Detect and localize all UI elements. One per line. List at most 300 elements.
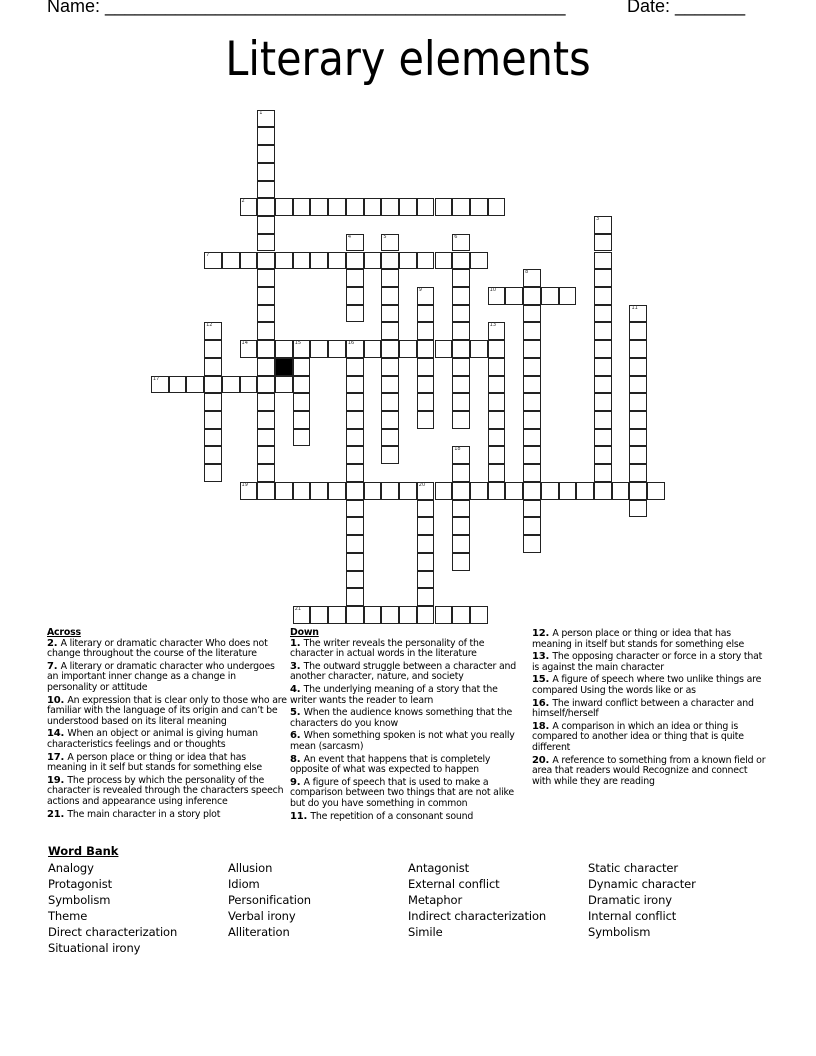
clue-number: 7 xyxy=(206,251,210,258)
grid-cell[interactable] xyxy=(381,234,399,252)
word-bank-item: Simile xyxy=(408,925,443,940)
clue-number: 18 xyxy=(454,446,461,453)
grid-cell[interactable] xyxy=(523,446,541,464)
grid-cell[interactable] xyxy=(293,252,311,270)
grid-cell[interactable] xyxy=(381,446,399,464)
grid-cell[interactable] xyxy=(505,482,523,500)
grid-cell[interactable] xyxy=(204,340,222,358)
grid-cell[interactable] xyxy=(346,269,364,287)
grid-cell[interactable] xyxy=(452,446,470,464)
grid-cell[interactable] xyxy=(488,376,506,394)
grid-cell[interactable] xyxy=(452,553,470,571)
clue-number: 18. xyxy=(532,720,553,732)
grid-cell[interactable] xyxy=(293,411,311,429)
grid-cell[interactable] xyxy=(381,482,399,500)
grid-cell[interactable] xyxy=(399,198,417,216)
grid-cell[interactable] xyxy=(488,482,506,500)
clue-item xyxy=(290,639,526,660)
grid-cell[interactable] xyxy=(204,376,222,394)
grid-cell[interactable] xyxy=(452,305,470,323)
grid-cell[interactable] xyxy=(452,500,470,518)
grid-cell[interactable] xyxy=(452,198,470,216)
grid-cell[interactable] xyxy=(328,198,346,216)
grid-cell[interactable] xyxy=(417,358,435,376)
grid-cell[interactable] xyxy=(364,340,382,358)
grid-cell[interactable] xyxy=(257,252,275,270)
grid-cell[interactable] xyxy=(364,252,382,270)
grid-cell[interactable] xyxy=(417,606,435,624)
clue-number: 16 xyxy=(347,340,355,347)
grid-cell[interactable] xyxy=(594,446,612,464)
grid-cell[interactable] xyxy=(594,287,612,305)
grid-cell[interactable] xyxy=(346,358,364,376)
grid-cell[interactable] xyxy=(417,571,435,589)
clue-text: A literary or dramatic character Who does not change throughout the course of the literature xyxy=(47,637,268,660)
clue-number: 20 xyxy=(418,481,426,488)
grid-cell[interactable] xyxy=(594,358,612,376)
grid-cell[interactable] xyxy=(381,252,399,270)
grid-cell[interactable] xyxy=(541,287,559,305)
grid-cell[interactable] xyxy=(257,482,275,500)
grid-cell[interactable] xyxy=(452,535,470,553)
grid-cell[interactable] xyxy=(399,252,417,270)
grid-cell[interactable] xyxy=(417,500,435,518)
grid-cell[interactable] xyxy=(523,287,541,305)
grid-cell[interactable] xyxy=(222,252,240,270)
grid-cell[interactable] xyxy=(452,358,470,376)
grid-cell[interactable] xyxy=(629,376,647,394)
grid-cell[interactable] xyxy=(629,446,647,464)
grid-cell[interactable] xyxy=(594,340,612,358)
grid-cell[interactable] xyxy=(275,340,293,358)
word-bank-item: Idiom xyxy=(228,877,260,892)
word-bank-item: Symbolism xyxy=(588,925,651,940)
clue-number: 13 xyxy=(489,322,497,329)
grid-cell[interactable] xyxy=(594,411,612,429)
clue-number: 8 xyxy=(525,269,529,276)
grid-cell[interactable] xyxy=(488,464,506,482)
grid-cell[interactable] xyxy=(381,376,399,394)
grid-cell[interactable] xyxy=(310,252,328,270)
grid-cell[interactable] xyxy=(328,340,346,358)
grid-cell[interactable] xyxy=(435,340,453,358)
grid-cell[interactable] xyxy=(328,482,346,500)
grid-cell[interactable] xyxy=(204,429,222,447)
word-bank-item: Dynamic character xyxy=(588,877,696,892)
grid-cell[interactable] xyxy=(629,429,647,447)
grid-cell[interactable] xyxy=(381,198,399,216)
grid-cell[interactable] xyxy=(257,163,275,181)
clue-number: 17 xyxy=(152,375,160,382)
grid-cell[interactable] xyxy=(293,606,311,624)
clue-number: 4 xyxy=(347,233,352,240)
grid-cell[interactable] xyxy=(470,482,488,500)
grid-cell[interactable] xyxy=(381,340,399,358)
clue-number: 6. xyxy=(290,730,304,742)
grid-cell[interactable] xyxy=(523,517,541,535)
word-bank-item: Indirect characterization xyxy=(408,909,547,924)
grid-cell[interactable] xyxy=(381,322,399,340)
clue-number: 1. xyxy=(290,637,304,649)
clue-number: 21 xyxy=(294,606,302,612)
down-clues xyxy=(290,628,526,824)
grid-cell[interactable] xyxy=(399,606,417,624)
grid-cell[interactable] xyxy=(257,110,275,128)
clue-number: 11 xyxy=(631,304,638,311)
grid-cell[interactable] xyxy=(629,464,647,482)
grid-cell[interactable] xyxy=(594,216,612,234)
grid-cell[interactable] xyxy=(151,376,169,394)
grid-cell[interactable] xyxy=(257,234,275,252)
grid-cell[interactable] xyxy=(523,411,541,429)
grid-cell[interactable] xyxy=(293,429,311,447)
grid-cell[interactable] xyxy=(293,340,311,358)
word-bank-item: Static character xyxy=(588,861,679,875)
grid-cell[interactable] xyxy=(594,234,612,252)
grid-cell[interactable] xyxy=(523,429,541,447)
grid-cell[interactable] xyxy=(240,376,258,394)
grid-cell[interactable] xyxy=(523,500,541,518)
grid-cell[interactable] xyxy=(381,269,399,287)
grid-cell[interactable] xyxy=(364,482,382,500)
grid-cell[interactable] xyxy=(293,482,311,500)
grid-cell[interactable] xyxy=(204,464,222,482)
grid-cell[interactable] xyxy=(257,358,275,376)
grid-cell[interactable] xyxy=(505,287,523,305)
grid-cell[interactable] xyxy=(629,340,647,358)
word-bank-item: Theme xyxy=(48,909,88,924)
grid-cell[interactable] xyxy=(488,340,506,358)
grid-cell[interactable] xyxy=(240,252,258,270)
grid-cell[interactable] xyxy=(594,322,612,340)
grid-cell[interactable] xyxy=(257,340,275,358)
clue-number: 8. xyxy=(290,753,304,765)
grid-cell[interactable] xyxy=(257,145,275,163)
grid-cell[interactable] xyxy=(629,393,647,411)
grid-cell[interactable] xyxy=(470,606,488,624)
grid-cell[interactable] xyxy=(523,376,541,394)
grid-cell[interactable] xyxy=(204,393,222,411)
grid-cell[interactable] xyxy=(257,269,275,287)
clue-number: 11. xyxy=(290,810,311,822)
grid-cell[interactable] xyxy=(293,393,311,411)
clue-text: A reference to something from a known field or area that readers would Recognize and connect with while they are reading xyxy=(532,754,766,787)
grid-cell[interactable] xyxy=(293,198,311,216)
grid-cell[interactable] xyxy=(186,376,204,394)
clue-item xyxy=(290,708,526,729)
grid-cell[interactable] xyxy=(470,252,488,270)
clue-text: An expression that is clear only to those who are familiar with the language of its origin and can’t be understood based on its literal meaning xyxy=(47,694,287,727)
name-field[interactable]: Name: ______________________________________________ xyxy=(47,0,566,16)
clue-number: 15. xyxy=(532,674,553,686)
grid-cell[interactable] xyxy=(293,376,311,394)
clue-text: The underlying meaning of a story that the writer wants the reader to learn xyxy=(290,683,498,706)
clue-number: 9. xyxy=(290,776,304,788)
grid-cell[interactable] xyxy=(257,446,275,464)
grid-cell[interactable] xyxy=(257,287,275,305)
clue-text: When the audience knows something that the characters do you know xyxy=(290,707,513,729)
clue-number: 9 xyxy=(418,286,422,293)
grid-cell[interactable] xyxy=(346,411,364,429)
grid-cell[interactable] xyxy=(488,446,506,464)
grid-cell[interactable] xyxy=(488,287,506,305)
grid-cell[interactable] xyxy=(257,305,275,323)
clue-number: 1 xyxy=(259,109,263,116)
grid-cell[interactable] xyxy=(204,322,222,340)
grid-cell[interactable] xyxy=(594,429,612,447)
grid-cell[interactable] xyxy=(488,411,506,429)
grid-cell[interactable] xyxy=(169,376,187,394)
clue-number: 10. xyxy=(47,694,68,706)
grid-cell[interactable] xyxy=(470,198,488,216)
grid-cell[interactable] xyxy=(204,358,222,376)
grid-cell[interactable] xyxy=(452,234,470,252)
grid-cell[interactable] xyxy=(523,464,541,482)
grid-cell[interactable] xyxy=(417,340,435,358)
grid-cell[interactable] xyxy=(488,198,506,216)
grid-cell[interactable] xyxy=(346,376,364,394)
grid-cell[interactable] xyxy=(523,393,541,411)
grid-cell[interactable] xyxy=(470,340,488,358)
grid-cell[interactable] xyxy=(346,446,364,464)
grid-cell[interactable] xyxy=(435,198,453,216)
clue-item xyxy=(290,755,526,776)
grid-cell[interactable] xyxy=(346,606,364,624)
grid-cell[interactable] xyxy=(452,340,470,358)
grid-cell[interactable] xyxy=(204,411,222,429)
grid-cell[interactable] xyxy=(417,252,435,270)
grid-cell[interactable] xyxy=(488,429,506,447)
clue-item xyxy=(47,729,287,750)
grid-cell[interactable] xyxy=(417,411,435,429)
clue-item xyxy=(532,756,768,788)
grid-cell[interactable] xyxy=(417,305,435,323)
grid-cell[interactable] xyxy=(523,535,541,553)
grid-cell[interactable] xyxy=(629,305,647,323)
word-bank-item: Analogy xyxy=(48,861,94,875)
grid-cell[interactable] xyxy=(417,322,435,340)
grid-cell[interactable] xyxy=(594,393,612,411)
grid-cell[interactable] xyxy=(452,606,470,624)
clue-item xyxy=(290,731,526,752)
word-bank-item: Dramatic irony xyxy=(588,893,672,908)
grid-cell[interactable] xyxy=(435,482,453,500)
black-cell xyxy=(275,358,293,376)
grid-cell[interactable] xyxy=(399,340,417,358)
grid-cell[interactable] xyxy=(417,393,435,411)
grid-cell[interactable] xyxy=(629,482,647,500)
grid-cell[interactable] xyxy=(364,606,382,624)
clue-number: 21. xyxy=(47,808,68,820)
grid-cell[interactable] xyxy=(257,322,275,340)
down-clues-continued xyxy=(532,629,768,789)
clue-number: 3. xyxy=(290,660,304,672)
clue-text: An event that happens that is completely opposite of what was expected to happen xyxy=(290,753,491,776)
clue-text: A figure of speech that is used to make a comparison between two things that are not alike but do you have something in common xyxy=(290,776,514,809)
grid-cell[interactable] xyxy=(559,287,577,305)
word-bank-item: Alliteration xyxy=(228,925,290,940)
grid-cell[interactable] xyxy=(346,340,364,358)
grid-cell[interactable] xyxy=(346,393,364,411)
grid-cell[interactable] xyxy=(399,482,417,500)
grid-cell[interactable] xyxy=(381,393,399,411)
grid-cell[interactable] xyxy=(257,376,275,394)
grid-cell[interactable] xyxy=(417,287,435,305)
grid-cell[interactable] xyxy=(240,340,258,358)
grid-cell[interactable] xyxy=(381,358,399,376)
clue-text: A person place or thing or idea that has meaning in itself but stands for something else xyxy=(532,628,745,650)
grid-cell[interactable] xyxy=(257,411,275,429)
grid-cell[interactable] xyxy=(257,393,275,411)
grid-cell[interactable] xyxy=(275,252,293,270)
word-bank-item: External conflict xyxy=(408,877,500,892)
grid-cell[interactable] xyxy=(452,269,470,287)
grid-cell[interactable] xyxy=(523,340,541,358)
grid-cell[interactable] xyxy=(435,252,453,270)
grid-cell[interactable] xyxy=(594,376,612,394)
grid-cell[interactable] xyxy=(346,198,364,216)
grid-cell[interactable] xyxy=(346,553,364,571)
grid-cell[interactable] xyxy=(417,376,435,394)
clue-number: 12 xyxy=(206,322,213,329)
grid-cell[interactable] xyxy=(452,252,470,270)
grid-cell[interactable] xyxy=(257,181,275,199)
grid-cell[interactable] xyxy=(204,446,222,464)
grid-cell[interactable] xyxy=(346,252,364,270)
word-bank-item: Personification xyxy=(228,893,311,908)
grid-cell[interactable] xyxy=(240,482,258,500)
grid-cell[interactable] xyxy=(629,500,647,518)
grid-cell[interactable] xyxy=(310,198,328,216)
grid-cell[interactable] xyxy=(417,482,435,500)
grid-cell[interactable] xyxy=(452,411,470,429)
grid-cell[interactable] xyxy=(594,482,612,500)
clue-number: 6 xyxy=(454,233,458,240)
grid-cell[interactable] xyxy=(310,606,328,624)
clue-text: A comparison in which an idea or thing is compared to another idea or thing that is quite different xyxy=(532,720,744,753)
grid-cell[interactable] xyxy=(629,322,647,340)
grid-cell[interactable] xyxy=(381,287,399,305)
grid-cell[interactable] xyxy=(364,198,382,216)
grid-cell[interactable] xyxy=(452,322,470,340)
grid-cell[interactable] xyxy=(523,482,541,500)
grid-cell[interactable] xyxy=(204,252,222,270)
grid-cell[interactable] xyxy=(310,340,328,358)
grid-cell[interactable] xyxy=(328,252,346,270)
clue-text: The process by which the personality of the character is revealed through the characters speech actions and appearance using inference xyxy=(47,774,284,807)
grid-cell[interactable] xyxy=(257,198,275,216)
grid-cell[interactable] xyxy=(293,358,311,376)
clue-number: 10 xyxy=(489,286,497,293)
grid-cell[interactable] xyxy=(222,376,240,394)
grid-cell[interactable] xyxy=(629,358,647,376)
grid-cell[interactable] xyxy=(328,606,346,624)
grid-cell[interactable] xyxy=(452,464,470,482)
clue-number: 4. xyxy=(290,683,304,695)
clue-item xyxy=(47,776,287,808)
grid-cell[interactable] xyxy=(612,482,630,500)
grid-cell[interactable] xyxy=(257,127,275,145)
across-clues xyxy=(47,628,287,822)
grid-cell[interactable] xyxy=(381,411,399,429)
grid-cell[interactable] xyxy=(346,464,364,482)
grid-cell[interactable] xyxy=(346,500,364,518)
grid-cell[interactable] xyxy=(417,535,435,553)
grid-cell[interactable] xyxy=(257,429,275,447)
word-bank-item: Antagonist xyxy=(408,861,470,875)
clue-number: 16. xyxy=(532,697,553,709)
grid-cell[interactable] xyxy=(346,588,364,606)
grid-cell[interactable] xyxy=(240,198,258,216)
page-title: Literary elements xyxy=(225,32,591,87)
clue-item xyxy=(532,699,768,720)
grid-cell[interactable] xyxy=(381,305,399,323)
grid-cell[interactable] xyxy=(417,553,435,571)
word-bank-item: Verbal irony xyxy=(228,909,296,924)
grid-cell[interactable] xyxy=(629,411,647,429)
grid-cell[interactable] xyxy=(452,287,470,305)
grid-cell[interactable] xyxy=(435,606,453,624)
grid-cell[interactable] xyxy=(275,482,293,500)
grid-cell[interactable] xyxy=(594,305,612,323)
grid-cell[interactable] xyxy=(452,517,470,535)
grid-cell[interactable] xyxy=(647,482,665,500)
grid-cell[interactable] xyxy=(523,358,541,376)
grid-cell[interactable] xyxy=(346,305,364,323)
grid-cell[interactable] xyxy=(346,571,364,589)
grid-cell[interactable] xyxy=(594,252,612,270)
grid-cell[interactable] xyxy=(275,198,293,216)
grid-cell[interactable] xyxy=(523,322,541,340)
word-bank-column-2 xyxy=(228,860,311,940)
grid-cell[interactable] xyxy=(346,517,364,535)
grid-cell[interactable] xyxy=(488,393,506,411)
grid-cell[interactable] xyxy=(257,216,275,234)
grid-cell[interactable] xyxy=(452,376,470,394)
date-field[interactable]: Date: _______ xyxy=(627,0,746,16)
grid-cell[interactable] xyxy=(541,482,559,500)
grid-cell[interactable] xyxy=(523,305,541,323)
grid-cell[interactable] xyxy=(488,358,506,376)
grid-cell[interactable] xyxy=(346,234,364,252)
grid-cell[interactable] xyxy=(346,429,364,447)
grid-cell[interactable] xyxy=(275,376,293,394)
clue-item xyxy=(47,753,287,774)
clue-item xyxy=(290,685,526,706)
grid-cell[interactable] xyxy=(488,322,506,340)
grid-cell[interactable] xyxy=(452,482,470,500)
grid-cell[interactable] xyxy=(257,464,275,482)
grid-cell[interactable] xyxy=(346,535,364,553)
grid-cell[interactable] xyxy=(381,429,399,447)
grid-cell[interactable] xyxy=(452,393,470,411)
clue-item xyxy=(290,812,526,823)
grid-cell[interactable] xyxy=(310,482,328,500)
grid-cell[interactable] xyxy=(417,198,435,216)
grid-cell[interactable] xyxy=(381,606,399,624)
grid-cell[interactable] xyxy=(346,482,364,500)
grid-cell[interactable] xyxy=(594,464,612,482)
grid-cell[interactable] xyxy=(523,269,541,287)
grid-cell[interactable] xyxy=(559,482,577,500)
grid-cell[interactable] xyxy=(576,482,594,500)
clue-item xyxy=(532,652,768,673)
grid-cell[interactable] xyxy=(346,287,364,305)
grid-cell[interactable] xyxy=(594,269,612,287)
grid-cell[interactable] xyxy=(417,588,435,606)
grid-cell[interactable] xyxy=(417,517,435,535)
clue-text: The repetition of a consonant sound xyxy=(310,810,474,822)
